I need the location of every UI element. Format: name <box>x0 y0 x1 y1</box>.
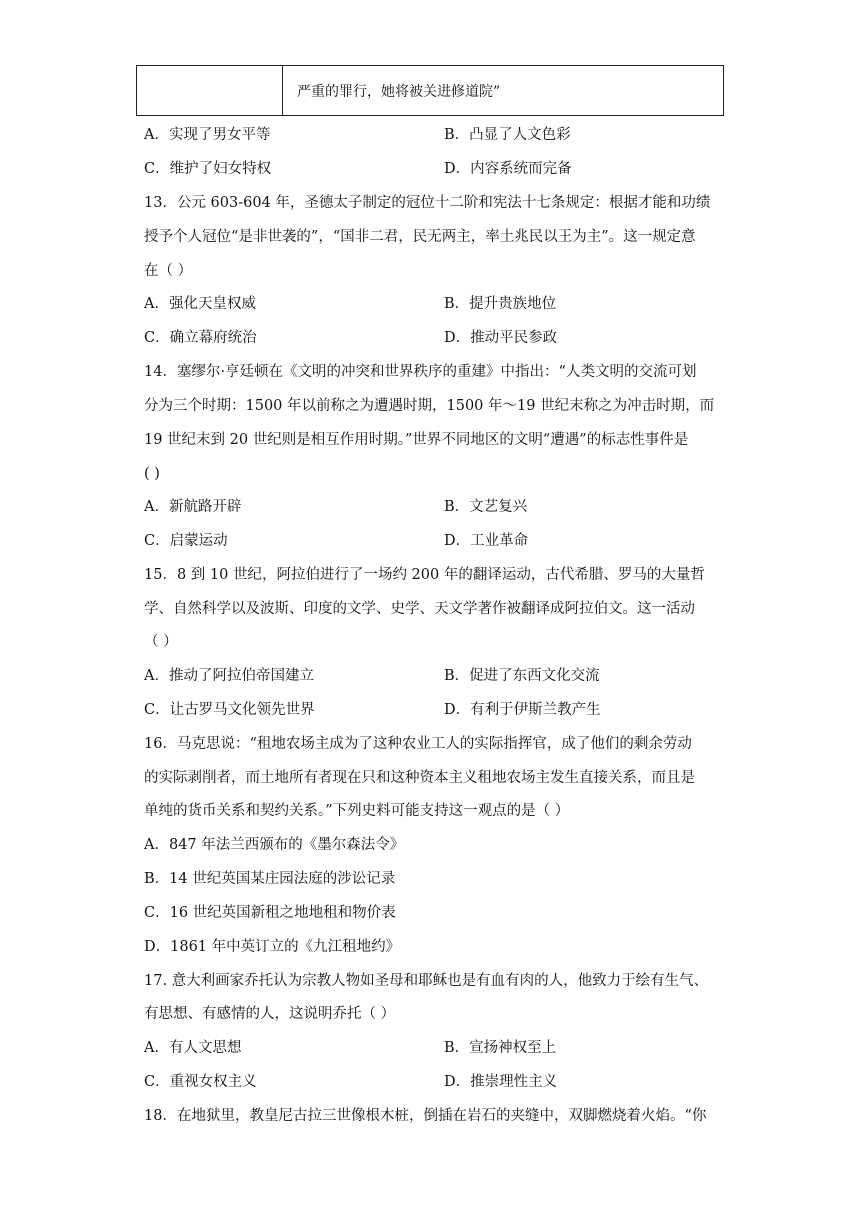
q12-option-a: A．实现了男女平等 <box>144 127 271 143</box>
q16-stem-line-1: 16．马克思说：“租地农场主成为了这种农业工人的实际指挥官，成了他们的剩余劳动 <box>144 736 692 752</box>
quote-table <box>136 65 724 116</box>
table-cell-left <box>137 66 283 115</box>
q17-stem-line-1: 17. 意大利画家乔托认为宗教人物如圣母和耶稣也是有血有肉的人，他致力于绘有生气、 <box>144 973 709 989</box>
q15-option-b: B．促进了东西文化交流 <box>444 668 600 684</box>
q13-stem-line-2: 授予个人冠位“是非世袭的”，“国非二君，民无两主，率土兆民以王为主”。这一规定意 <box>144 229 696 245</box>
q13-option-a: A．强化天皇权威 <box>144 296 256 312</box>
q17-option-c: C．重视女权主义 <box>144 1074 257 1090</box>
q15-stem-line-2: 学、自然科学以及波斯、印度的文学、史学、天文学著作被翻译成阿拉伯文。这一活动 <box>144 601 695 617</box>
q13-option-b: B．提升贵族地位 <box>444 296 557 312</box>
q13-stem-line-3: 在（ ） <box>144 263 193 279</box>
q18-stem-line-1: 18．在地狱里，教皇尼古拉三世像根木桩，倒插在岩石的夹缝中，双脚燃烧着火焰。“你 <box>144 1108 707 1124</box>
q13-stem-line-1: 13．公元 603-604 年，圣德太子制定的冠位十二阶和宪法十七条规定：根据才能和功绩 <box>144 195 711 211</box>
q12-option-b: B．凸显了人文色彩 <box>444 127 571 143</box>
q17-option-b: B．宣扬神权至上 <box>444 1040 557 1056</box>
q16-option-b: B．14 世纪英国某庄园法庭的涉讼记录 <box>144 871 396 887</box>
q16-stem-line-2: 的实际剥削者，而土地所有者现在只和这种资本主义租地农场主发生直接关系，而且是 <box>144 770 695 786</box>
q15-stem-line-3: （ ） <box>144 634 178 650</box>
q14-option-a: A．新航路开辟 <box>144 499 242 515</box>
q14-option-c: C．启蒙运动 <box>144 533 228 549</box>
q16-stem-line-3: 单纯的货币关系和契约关系。”下列史料可能支持这一观点的是（ ） <box>144 803 570 819</box>
q16-option-d: D．1861 年中英订立的《九江租地约》 <box>144 939 401 955</box>
q16-option-a: A．847 年法兰西颁布的《墨尔森法令》 <box>144 837 405 853</box>
q12-option-c: C．维护了妇女特权 <box>144 161 272 177</box>
q15-option-c: C．让古罗马文化领先世界 <box>144 702 315 718</box>
table-cell-right: 严重的罪行，她将被关进修道院” <box>297 83 501 100</box>
q14-option-b: B．文艺复兴 <box>444 499 528 515</box>
q13-option-c: C．确立幕府统治 <box>144 330 257 346</box>
q14-stem-line-4: ( ) <box>144 466 160 482</box>
q17-stem-line-2: 有思想、有感情的人，这说明乔托（ ） <box>144 1006 396 1022</box>
q14-stem-line-1: 14．塞缪尔·亨廷顿在《文明的冲突和世界秩序的重建》中指出：“人类文明的交流可划 <box>144 364 697 380</box>
q15-option-a: A．推动了阿拉伯帝国建立 <box>144 668 314 684</box>
q14-stem-line-2: 分为三个时期：1500 年以前称之为遭遇时期，1500 年～19 世纪末称之为冲击时期，而 <box>144 398 715 414</box>
q13-option-d: D．推动平民参政 <box>444 330 558 346</box>
q16-option-c: C．16 世纪英国新租之地地租和物价表 <box>144 905 396 921</box>
q15-stem-line-1: 15．8 到 10 世纪，阿拉伯进行了一场约 200 年的翻译运动，古代希腊、罗马的大量哲 <box>144 567 705 583</box>
q17-option-a: A．有人文思想 <box>144 1040 242 1056</box>
q14-stem-line-3: 19 世纪末到 20 世纪则是相互作用时期。”世界不同地区的文明“遭遇”的标志性事件是 <box>144 432 689 448</box>
q14-option-d: D．工业革命 <box>444 533 529 549</box>
q15-option-d: D．有利于伊斯兰教产生 <box>444 702 601 718</box>
q17-option-d: D．推崇理性主义 <box>444 1074 558 1090</box>
q12-option-d: D．内容系统而完备 <box>444 161 572 177</box>
